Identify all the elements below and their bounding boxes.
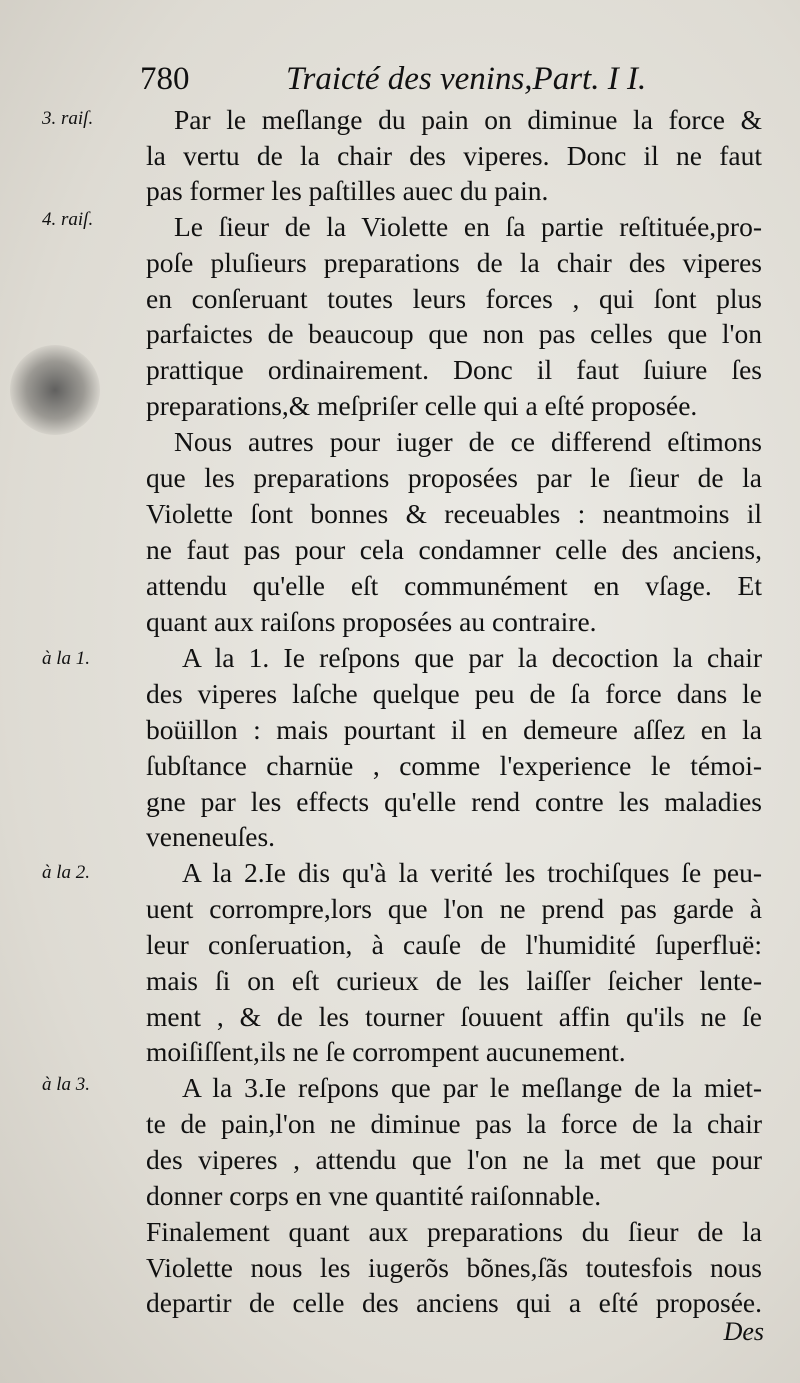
text-line: uent corrompre,lors que l'on ne prend pas garde à [146,893,762,924]
text-line: A la 3.Ie reſpons que par le meſlange de la miet- [182,1072,762,1103]
text-line: pas former les paſtilles auec du pain. [146,175,549,206]
text-line: attendu qu'elle eſt communément en vſage. Et [146,570,762,601]
page-header [140,58,760,100]
text-line: des viperes laſche quelque peu de ſa force dans le [146,678,762,709]
text-line: A la 2.Ie dis qu'à la verité les trochiſques ſe peu- [182,857,762,888]
text-line: Violette ſont bonnes & receuables : neantmoins il [146,498,762,529]
ink-smudge [10,345,100,435]
text-line: en conſeruant toutes leurs forces , qui ſont plus [146,283,762,314]
margin-note: à la 2. [42,862,91,883]
margin-note: à la 1. [42,648,91,669]
text-line: parfaictes de beaucoup que non pas celles que l'on [146,318,762,349]
text-line: veneneuſes. [146,821,276,852]
text-line: la vertu de la chair des viperes. Donc il ne faut [146,140,762,171]
page-number: 780 [140,61,190,97]
text-line: que les preparations proposées par le ſieur de la [146,462,762,493]
text-line: ment , & de les tourner ſouuent affin qu'ils ne ſe [146,1001,762,1032]
text-line: Nous autres pour iuger de ce differend eſtimons [174,426,762,457]
text-line: des viperes , attendu que l'on ne la met que pour [146,1144,762,1175]
text-line: poſe pluſieurs preparations de la chair des viperes [146,247,762,278]
margin-note: 3. raiſ. [42,108,94,129]
text-line: ne faut pas pour cela condamner celle des anciens, [146,534,762,565]
text-line: prattique ordinairement. Donc il faut ſuiure ſes [146,354,762,385]
text-line: quant aux raiſons proposées au contraire. [146,606,597,637]
text-line: boüillon : mais pourtant il en demeure aſſez en la [146,714,762,745]
text-line: Finalement quant aux preparations du ſieur de la [146,1216,762,1247]
text-line: Violette nous les iugerõs bõnes,ſãs toutesfois nous [146,1252,762,1283]
text-line: te de pain,l'on ne diminue pas la force de la chair [146,1108,762,1139]
text-line: Par le meſlange du pain on diminue la force & [174,104,762,135]
text-line: A la 1. Ie reſpons que par la decoction la chair [182,642,762,673]
text-line: mais ſi on eſt curieux de les laiſſer ſeicher lente- [146,965,762,996]
text-line: Le ſieur de la Violette en ſa partie reſtituée,pro- [174,211,762,242]
text-line: donner corps en vne quantité raiſonnable. [146,1180,602,1211]
text-line: gne par les effects qu'elle rend contre les maladies [146,786,762,817]
text-line: preparations,& meſpriſer celle qui a eſté proposée. [146,390,698,421]
text-line: leur conſeruation, à cauſe de l'humidité ſuperfluë: [146,929,762,960]
margin-note: à la 3. [42,1074,91,1095]
text-line: moiſiſſent,ils ne ſe corrompent aucunement. [146,1036,626,1067]
text-line: departir de celle des anciens qui a eſté proposée. [146,1287,762,1318]
margin-note: 4. raiſ. [42,209,94,230]
text-line: ſubſtance charnüe , comme l'experience le témoi- [146,750,762,781]
running-title: Traicté des venins,Part. I I. [286,61,647,97]
catchword: Des [723,1317,764,1346]
